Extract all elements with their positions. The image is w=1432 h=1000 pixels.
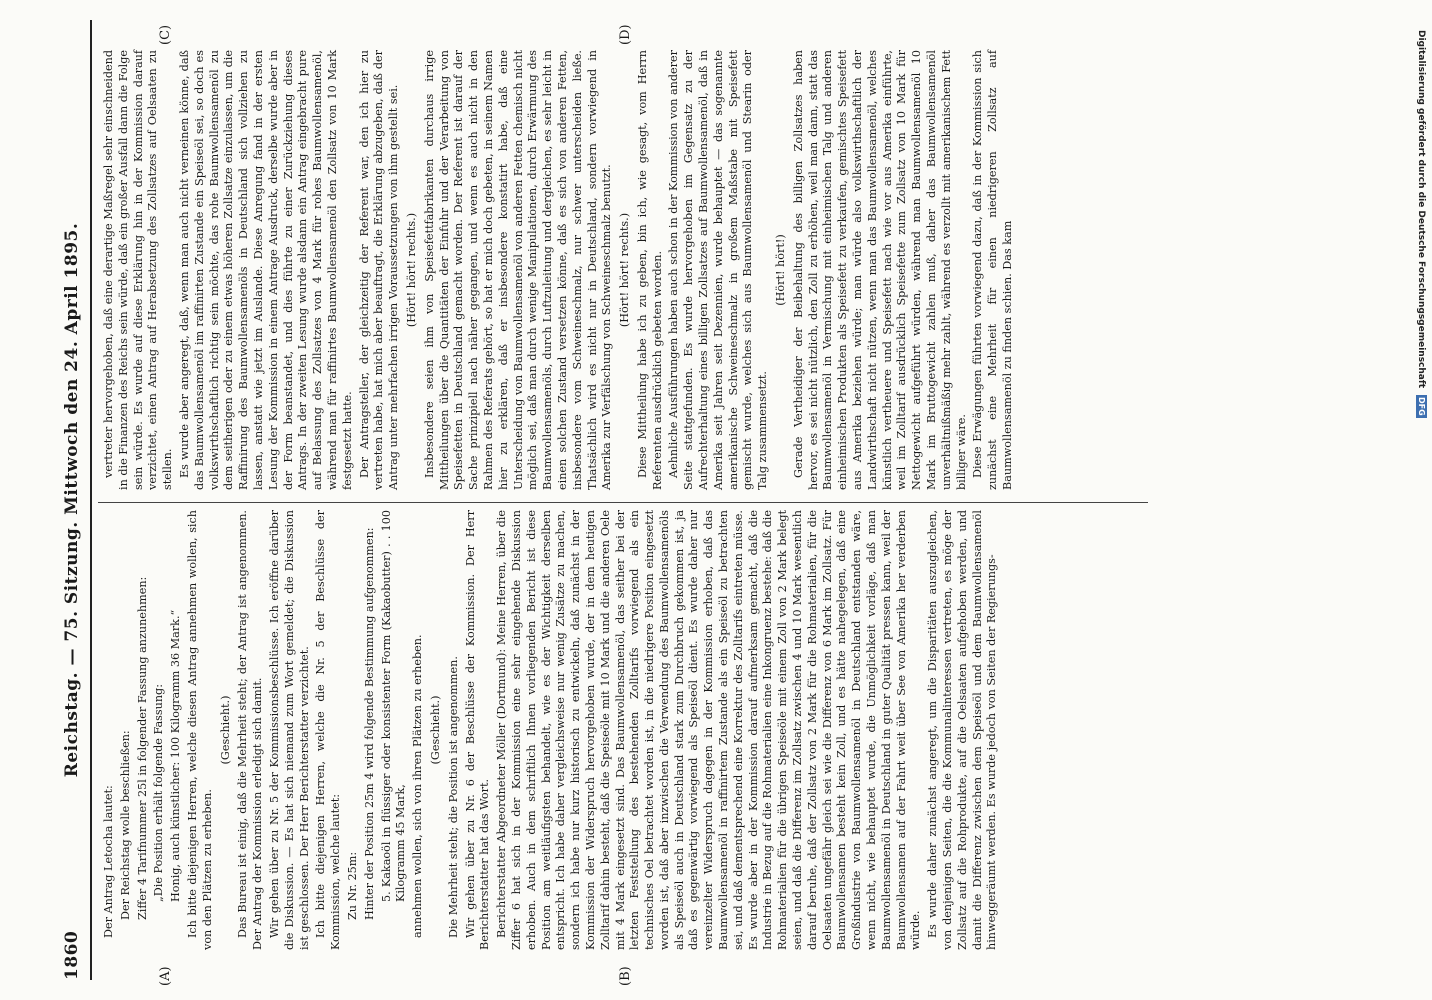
paragraph: Der Antragsteller, der gleichzeitig der Referent war, den ich hier zu vertreten habe, hat mich aber beauftragt, die Erklärung abzugeben, daß der Antrag unter mehrfachen irrigen Voraussetzungen von ihm gestellt sei. — [357, 50, 401, 490]
stage-direction: (Geschieht.) — [218, 695, 232, 765]
page-number: 1860 — [62, 930, 82, 980]
paragraph: Der Antrag Letocha lautet: — [102, 785, 115, 938]
paragraph: 5. Kakaoöl in flüssiger oder konsistenter Form (Kakaobutter) . . 100 Kilogramm 45 Mark, — [379, 510, 408, 902]
paragraph: annehmen wollen, sich von ihren Plätzen zu erheben. — [411, 634, 425, 938]
paragraph: vertreter hervorgehoben, daß eine derartige Maßregel sehr einschneidend in die Finanzen des Reichs sein würde, daß ein großer Ausfall dann die Folge sein würde. Es wurde auf diese Erklärung hin in der Kommission darauf verzichtet, einen Antrag auf Herabsetzung des Zollsatzes auf Oelsaaten zu stellen. — [102, 50, 175, 490]
paragraph: Insbesondere seien ihm von Speisefettfabrikanten durchaus irrige Mittheilungen über die Quantitäten der Einfuhr und der Verarbeitung von Speisefetten in Deutschland gemacht worden. Der Referent ist darauf der Sache prinzipiell nach näher gegangen, und wenn es auch nicht in den Rahmen des Referats gehört, so hat er mich doch gebeten, in seinem Namen hier zu erklären, daß er insbesondere konstatirt habe, daß eine Unterscheidung von Baumwollensamenöl von anderen Fetten chemisch nicht möglich sei, daß man durch wenige Manipulationen, durch Erwärmung des Baumwollensamenöls, durch Luftzuleitung und dergleichen, es sehr leicht in einen solchen Zustand versetzen könne, daß es sich von anderen Fetten, insbesondere vom Schweineschmalz, nur schwer unterscheiden ließe. Thatsächlich wird es nicht nur in Deutschland, sondern vorwiegend in Amerika zur Verfälschung von Schweineschmalz benutzt. — [422, 50, 614, 490]
paragraph: Honig, auch künstlicher: 100 Kilogramm 36 Mark.“ — [169, 609, 183, 902]
running-title: Reichstag. — 75. Sitzung. Mittwoch den 24. April 1895. — [62, 222, 82, 778]
paragraph: „Die Position erhält folgende Fassung: — [152, 684, 166, 902]
paragraph: Gerade Vertheidiger der Beibehaltung des billigen Zollsatzes haben hervor, es sei nicht nützlich, den Zoll zu erhöhen, weil man dann, statt das Baumwollensamenöl in Vermischung mit einheimischen Talg und anderen einheimischen Produkten als Speisefett zu verkaufen, gemischtes Speisefett aus Amerika beziehen würde; man würde also volkswirthschaftlich der Landwirthschaft nicht nützen, wenn man das Baumwollensamenöl, welches künstlich vertheuere und Speisefett nach wie vor aus Amerika einführte, weil im Zolltarif ausdrücklich Speisefette zum Zollsatz von 10 Mark für Nettogewicht aufgeführt würden, während man Baumwollensamenöl 10 Mark im Bruttogewicht zahlen muß, daher das Baumwollensamenöl unverhältnißmäßig mehr zahlt, während es verzollt mit amerikanischem Fett billiger wäre. — [791, 50, 968, 490]
stage-direction: (Geschieht.) — [428, 695, 442, 765]
stage-direction: (Hört! hört! rechts.) — [618, 212, 632, 328]
left-column — [102, 510, 1002, 950]
header-rule — [90, 20, 92, 980]
paragraph: Berichterstatter Abgeordneter Möller (Dortmund): Meine Herren, über die Ziffer 6 hat sich in der Kommission eine sehr eingehende Diskussion erhoben. Auch in dem schriftlich Ihnen vorliegenden Bericht ist diese Position am weitläufigsten behandelt, wie es der Wichtigkeit derselben entspricht. Ich habe daher vergleichsweise nur wenig Zusätze zu machen, sondern ich habe nur kurz historisch zu entwickeln, daß zunächst in der Kommission der Widerspruch hervorgehoben wurde, der in dem heutigen Zolltarif dahin besteht, daß die Speiseöle mit 10 Mark und die anderen Oele mit 4 Mark eingesetzt sind. Das Baumwollensamenöl, das seither bei der letzten Feststellung des bestehenden Zolltarifs vorwiegend als ein technisches Oel betrachtet worden ist, in die niedrigere Position eingesetzt worden ist, daß aber inzwischen die Verwendung des Baumwollensamenöls als Speiseöl auch in Deutschland stark zum Durchbruch gekommen ist, ja daß es gegenwärtig vorwiegend als Speiseöl dient. Es wurde daher nur vereinzelter Widerspruch dagegen in der Kommission erhoben, daß das Baumwollensamenöl in raffinirtem Zustande als ein Speiseöl zu betrachten sei, und daß dementsprechend eine Korrektur des Zolltarifs eintreten müsse. Es wurde aber in der Kommission darauf aufmerksam gemacht, daß die Industrie in Bezug auf die Rohmaterialien eine Inkongruenz bestehe: daß die Rohmaterialien für die übrigen Speiseöle mit einem Zoll von 2 Mark belegt seien, und daß die Differenz im Zollsatz zwischen 4 und 10 Mark wesentlich darauf beruhe, daß der Zollsatz von 2 Mark für die Rohmaterialien, für die Oelsaaten ungefähr gleich sei wie die Differenz von 6 Mark im Zollsatz. Für Baumwollensamen besteht kein Zoll, und es hätte nahegelegen, daß eine Großindustrie von Baumwollensamenöl in Deutschland entstanden wäre, wenn nicht, wie behauptet wurde, die Unmöglichkeit vorläge, daß man Baumwollensamenöl in Deutschland in guter Qualität pressen kann, weil der Baumwollensamen auf der Fahrt weit über See von Amerika her verderben würde. — [495, 510, 923, 950]
paragraph: Das Bureau ist einig, daß die Mehrheit steht; der Antrag ist angenommen. Der Antrag der Kommission erledigt sich damit. — [236, 510, 265, 950]
paragraph: Der Reichstag wolle beschließen: — [118, 730, 132, 920]
paragraph: Es wurde aber angeregt, daß, wenn man auch nicht verneinen könne, daß das Baumwollensamenöl im raffinirten Zustande ein Speiseöl sei, so doch es volkswirthschaftlich richtig sein möchte, das rohe Baumwollensamenöl zu dem seitherigen oder zu einem etwas höheren Zollsatze einzulassen, um die Raffinirung des Baumwollensamenöls in Deutschland sich vollziehen zu lassen, anstatt wie jetzt im Auslande. Diese Anregung fand in der ersten Lesung der Kommission in einem Antrage Ausdruck, derselbe wurde aber in der Form beanstandet, und dies führte zu einer Zurückziehung dieses Antrags. In der zweiten Lesung wurde alsdann ein Antrag eingebracht pure auf Belassung des Zollsatzes von 4 Mark für rohes Baumwollensamenöl, während man für raffinirtes Baumwollensamenöl den Zollsatz von 10 Mark festgesetzt hatte. — [177, 50, 354, 490]
paragraph: Die Mehrheit steht; die Position ist angenommen. — [446, 656, 460, 938]
stage-direction: (Hört! hört!) — [774, 234, 788, 306]
margin-marker-d: (D) — [618, 24, 633, 45]
paragraph: Wir gehen über zu Nr. 6 der Beschlüsse der Kommission. Der Herr Berichterstatter hat das Wort. — [463, 510, 492, 950]
paragraph: Wir gehen über zu Nr. 5 der Kommissionsbeschlüsse. Ich eröffne darüber die Diskussion. — Es hat sich niemand zum Wort gemeldet; die Diskussion ist geschlossen. Der Herr Berichterstatter verzichtet. — [267, 510, 311, 950]
paragraph: Diese Mittheilung habe ich zu geben, bin ich, wie gesagt, vom Herrn Referenten ausdrücklich gebeten worden. — [635, 50, 664, 490]
digitization-credit — [1416, 30, 1426, 418]
paragraph: Aehnliche Ausführungen haben auch schon in der Kommission von anderer Seite stattgefunden. Es wurde hervorgehoben im Gegensatz zu der Aufrechterhaltung eines billigen Zollsatzes auf Baumwollensamenöl, daß in Amerika seit Jahren seit Dezennien, wurde behauptet — das sogenannte amerikanische Schweineschmalz in großem Maßstabe mit Speisefett gemischt wurde, welches sich aus Baumwollensamenöl und Stearin oder Talg zusammensetzt. — [667, 50, 770, 490]
paragraph: Es wurde daher zunächst angeregt, um die Disparitäten auszugleichen, von denjenigen Seiten, die die Kommunalinteressen vertreten, es möge der Zollsatz auf die Rohprodukte, auf die Oelsaaten aufgehoben werden, und damit die Differenz zwischen dem Speiseöl und dem Baumwollensamenöl hinweggeräumt werden. Es wurde jedoch von Seiten der Regierungs- — [926, 510, 999, 950]
paragraph: Zu Nr. 25m: — [345, 851, 359, 920]
paragraph: Ich bitte diejenigen Herren, welche die Nr. 5 der Beschlüsse der Kommission, welche lautet: — [314, 510, 343, 950]
page-header — [58, 20, 92, 980]
credit-text: Digitalisierung gefördert durch die Deutsche Forschungsgemeinschaft — [1416, 30, 1426, 389]
paragraph: Ziffer 4 Tarifnummer 25l in folgender Fassung anzunehmen: — [135, 576, 149, 920]
margin-marker-b: (B) — [618, 966, 633, 986]
right-column — [102, 50, 1018, 490]
rotated-newspaper-page — [58, 0, 1418, 1000]
stage-direction: (Hört! hört! rechts.) — [404, 212, 418, 328]
margin-marker-c: (C) — [158, 24, 173, 45]
margin-marker-a: (A) — [158, 966, 173, 986]
dfg-logo: DFG — [1417, 397, 1426, 416]
column-divider — [98, 502, 1148, 503]
paragraph: Hinter der Position 25m 4 wird folgende Bestimmung aufgenommen: — [362, 527, 376, 920]
paragraph: Diese Erwägungen führten vorwiegend dazu, daß in der Kommission sich zunächst eine Mehrheit für einen niedrigeren Zollsatz auf Baumwollensamenöl zu finden schien. Das kam — [971, 50, 1015, 490]
paragraph: Ich bitte diejenigen Herren, welche diesen Antrag annehmen wollen, sich von den Plätzen zu erheben. — [185, 510, 214, 950]
